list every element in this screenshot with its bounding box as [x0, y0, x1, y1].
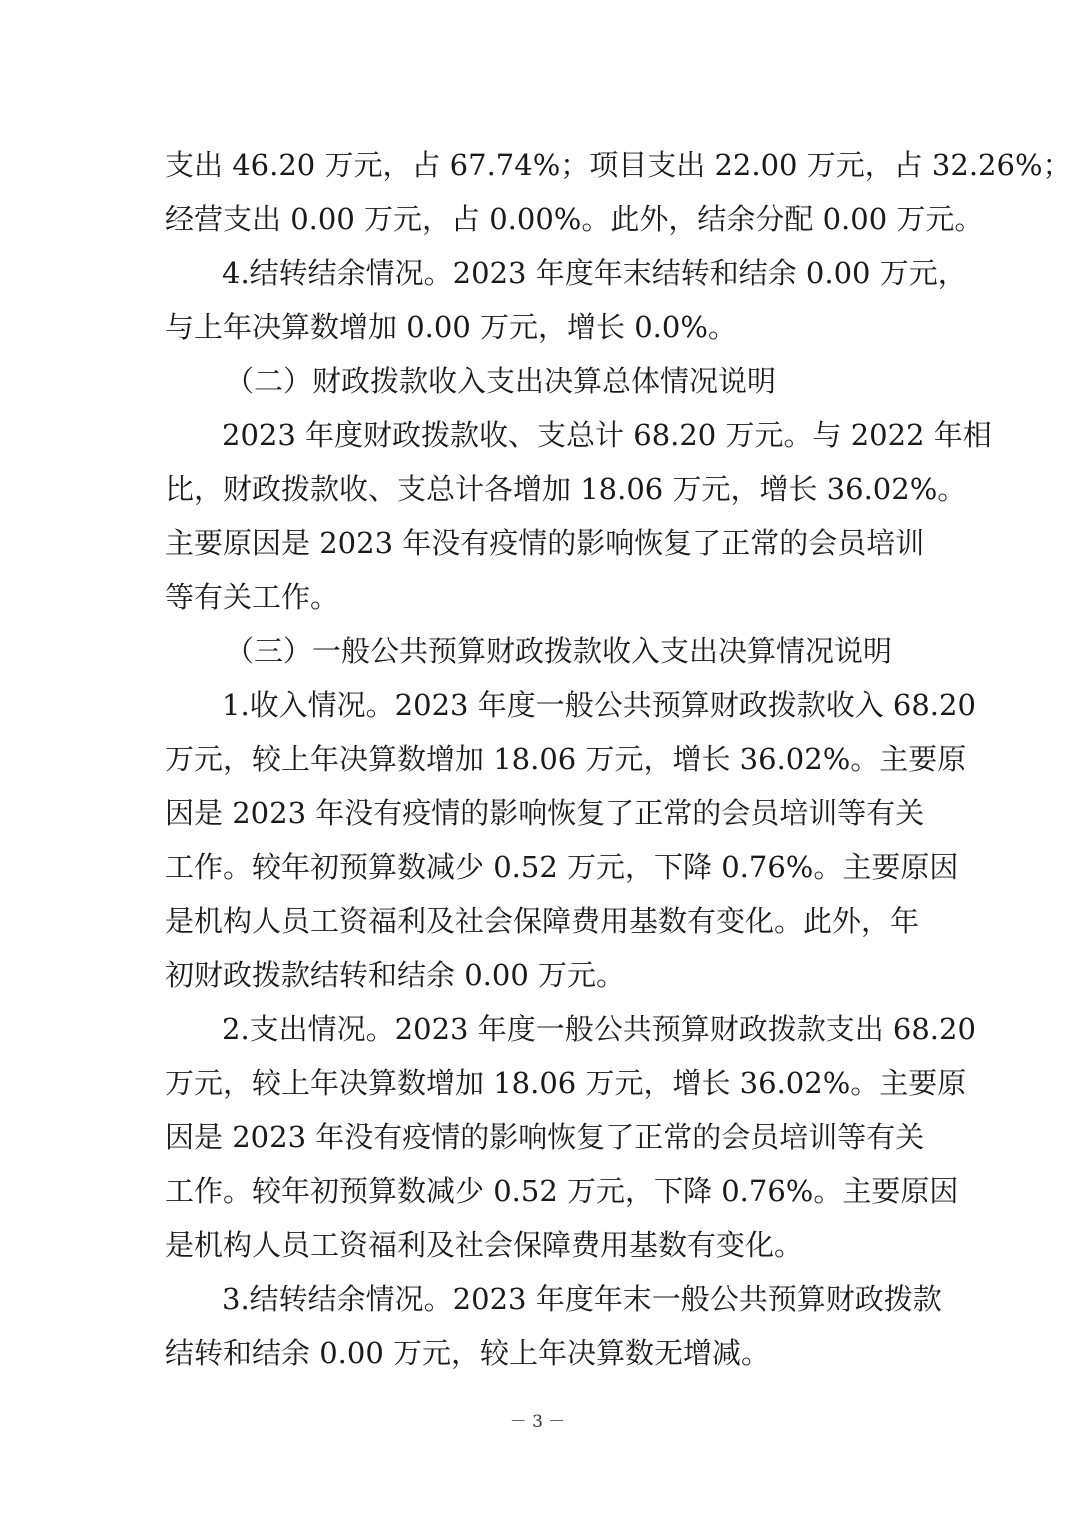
text-line-19: 因是 2023 年没有疫情的影响恢复了正常的会员培训等有关 [165, 1120, 925, 1154]
text-line-13: 因是 2023 年没有疫情的影响恢复了正常的会员培训等有关 [165, 796, 925, 830]
text-line-15: 是机构人员工资福利及社会保障费用基数有变化。此外，年 [165, 904, 920, 938]
text-line-20: 工作。较年初预算数减少 0.52 万元，下降 0.76%。主要原因 [165, 1174, 959, 1208]
text-line-14: 工作。较年初预算数减少 0.52 万元，下降 0.76%。主要原因 [165, 850, 959, 884]
page-number: － 3 － [509, 1412, 566, 1432]
text-line-2: 经营支出 0.00 万元，占 0.00%。此外，结余分配 0.00 万元。 [165, 202, 984, 236]
text-line-1: 支出 46.20 万元，占 67.74%；项目支出 22.00 万元，占 32.26%； [165, 148, 1072, 182]
text-line-11: 1.收入情况。2023 年度一般公共预算财政拨款收入 68.20 [222, 688, 976, 722]
text-line-6: 2023 年度财政拨款收、支总计 68.20 万元。与 2022 年相 [222, 418, 992, 452]
text-line-8: 主要原因是 2023 年没有疫情的影响恢复了正常的会员培训 [165, 526, 925, 560]
text-line-7: 比，财政拨款收、支总计各增加 18.06 万元，增长 36.02%。 [165, 472, 967, 506]
text-line-21: 是机构人员工资福利及社会保障费用基数有变化。 [165, 1228, 804, 1262]
text-line-9: 等有关工作。 [165, 580, 340, 614]
text-line-23: 结转和结余 0.00 万元，较上年决算数无增减。 [165, 1336, 771, 1370]
text-line-3: 4.结转结余情况。2023 年度年末结转和结余 0.00 万元， [222, 256, 967, 290]
text-line-12: 万元，较上年决算数增加 18.06 万元，增长 36.02%。主要原 [165, 742, 967, 776]
text-line-18: 万元，较上年决算数增加 18.06 万元，增长 36.02%。主要原 [165, 1066, 967, 1100]
section-heading-3: （三）一般公共预算财政拨款收入支出决算情况说明 [225, 634, 893, 668]
text-line-22: 3.结转结余情况。2023 年度年末一般公共预算财政拨款 [222, 1282, 942, 1316]
text-line-4: 与上年决算数增加 0.00 万元，增长 0.0%。 [165, 310, 737, 344]
text-line-16: 初财政拨款结转和结余 0.00 万元。 [165, 958, 626, 992]
section-heading-2: （二）财政拨款收入支出决算总体情况说明 [225, 364, 777, 398]
text-line-17: 2.支出情况。2023 年度一般公共预算财政拨款支出 68.20 [222, 1012, 976, 1046]
